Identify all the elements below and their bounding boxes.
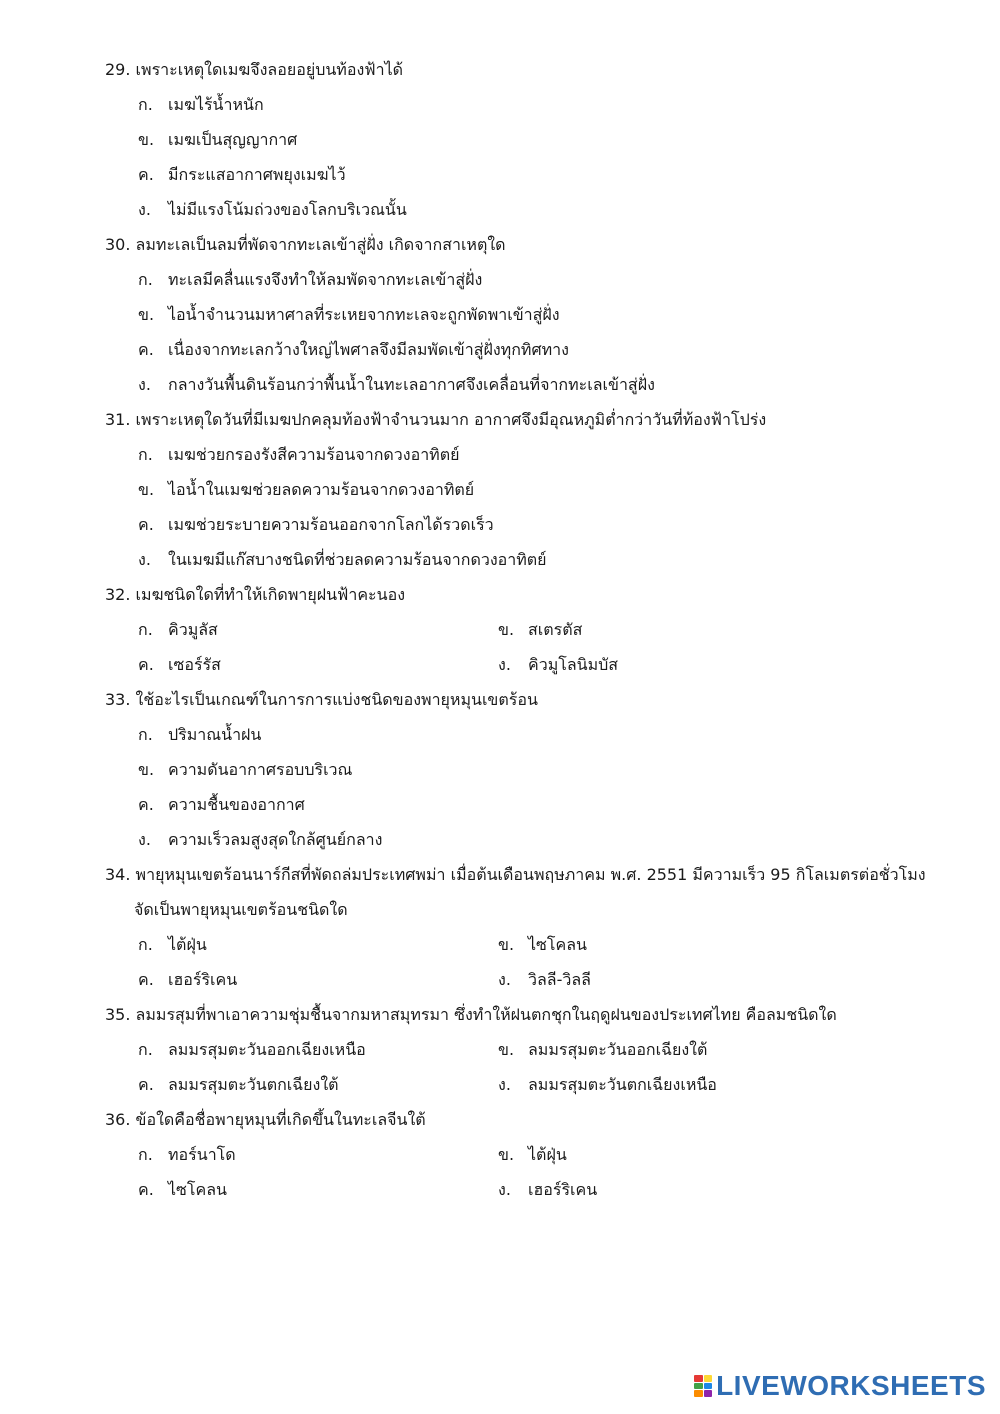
option-text: ลมมรสุมตะวันออกเฉียงเหนือ bbox=[168, 1040, 366, 1059]
option-text: เซอร์รัส bbox=[168, 655, 221, 674]
question-text: ใช้อะไรเป็นเกณฑ์ในการการแบ่งชนิดของพายุหมุนเขตร้อน bbox=[135, 690, 538, 709]
question-number: 35. bbox=[105, 1005, 131, 1024]
option-key: ค. bbox=[138, 970, 154, 989]
question bbox=[0, 577, 1000, 682]
logo-block bbox=[704, 1383, 713, 1390]
logo-mark-icon bbox=[694, 1375, 712, 1397]
logo-block bbox=[694, 1375, 703, 1382]
logo-block bbox=[694, 1390, 703, 1397]
option-text: เมฆเป็นสุญญากาศ bbox=[168, 130, 298, 149]
option-key: ง. bbox=[498, 1075, 511, 1094]
option-key: ก. bbox=[138, 1040, 153, 1059]
option-text: ไซโคลน bbox=[168, 1180, 227, 1199]
option-key: ง. bbox=[138, 200, 151, 219]
option-text: มีกระแสอากาศพยุงเมฆไว้ bbox=[168, 165, 346, 184]
option-text: ในเมฆมีแก๊สบางชนิดที่ช่วยลดความร้อนจากดวงอาทิตย์ bbox=[168, 550, 547, 569]
answer-option[interactable] bbox=[0, 437, 1000, 472]
question-number: 36. bbox=[105, 1110, 131, 1129]
question-stem bbox=[0, 682, 1000, 717]
option-text: เมฆไร้น้ำหนัก bbox=[168, 95, 264, 114]
answer-option[interactable] bbox=[498, 1032, 858, 1067]
option-text: ลมมรสุมตะวันตกเฉียงเหนือ bbox=[528, 1075, 717, 1094]
answer-option[interactable] bbox=[0, 507, 1000, 542]
question bbox=[0, 857, 1000, 997]
option-key: ค. bbox=[138, 795, 154, 814]
option-text: เมฆช่วยระบายความร้อนออกจากโลกได้รวดเร็ว bbox=[168, 515, 494, 534]
option-key: ง. bbox=[498, 655, 511, 674]
question-number: 31. bbox=[105, 410, 131, 429]
question-stem bbox=[0, 1102, 1000, 1137]
answer-option[interactable] bbox=[138, 962, 498, 997]
option-key: ก. bbox=[138, 445, 153, 464]
answer-option[interactable] bbox=[0, 472, 1000, 507]
option-text: เฮอร์ริเคน bbox=[528, 1180, 598, 1199]
option-key: ข. bbox=[138, 760, 155, 779]
option-text: ไต้ฝุ่น bbox=[528, 1145, 567, 1164]
option-text: ไอน้ำในเมฆช่วยลดความร้อนจากดวงอาทิตย์ bbox=[168, 480, 475, 499]
option-key: ก. bbox=[138, 620, 153, 639]
answer-option[interactable] bbox=[138, 612, 498, 647]
option-key: ข. bbox=[138, 130, 155, 149]
option-key: ค. bbox=[138, 165, 154, 184]
option-key: ค. bbox=[138, 655, 154, 674]
question-stem bbox=[0, 577, 1000, 612]
answer-option[interactable] bbox=[498, 1172, 858, 1207]
answer-option[interactable] bbox=[0, 822, 1000, 857]
option-text: สเตรตัส bbox=[528, 620, 583, 639]
option-key: ข. bbox=[498, 620, 515, 639]
option-key: ง. bbox=[498, 1180, 511, 1199]
question-stem bbox=[0, 402, 1000, 437]
answer-option[interactable] bbox=[138, 927, 498, 962]
option-text: ความเร็วลมสูงสุดใกล้ศูนย์กลาง bbox=[168, 830, 383, 849]
question-text: เพราะเหตุใดวันที่มีเมฆปกคลุมท้องฟ้าจำนวนมาก อากาศจึงมีอุณหภูมิต่ำกว่าวันที่ท้องฟ้าโปร่ง bbox=[135, 410, 767, 429]
option-text: ไม่มีแรงโน้มถ่วงของโลกบริเวณนั้น bbox=[168, 200, 407, 219]
option-key: ง. bbox=[138, 550, 151, 569]
answer-option[interactable] bbox=[498, 962, 858, 997]
question-text-continued: จัดเป็นพายุหมุนเขตร้อนชนิดใด bbox=[134, 900, 348, 919]
question-text: เพราะเหตุใดเมฆจึงลอยอยู่บนท้องฟ้าได้ bbox=[135, 60, 404, 79]
answer-option[interactable] bbox=[498, 1067, 858, 1102]
answer-option[interactable] bbox=[0, 192, 1000, 227]
answer-option[interactable] bbox=[0, 157, 1000, 192]
logo-block bbox=[704, 1375, 713, 1382]
answer-option[interactable] bbox=[0, 122, 1000, 157]
answer-option[interactable] bbox=[138, 1032, 498, 1067]
option-key: ค. bbox=[138, 1075, 154, 1094]
answer-option[interactable] bbox=[138, 1137, 498, 1172]
logo-block bbox=[704, 1390, 713, 1397]
logo-text: LIVEWORKSHEETS bbox=[716, 1370, 986, 1401]
option-text: วิลลี-วิลลี bbox=[528, 970, 591, 989]
question-number: 33. bbox=[105, 690, 131, 709]
option-text: กลางวันพื้นดินร้อนกว่าพื้นน้ำในทะเลอากาศจึงเคลื่อนที่จากทะเลเข้าสู่ฝั่ง bbox=[168, 375, 655, 394]
option-key: ค. bbox=[138, 340, 154, 359]
option-key: ก. bbox=[138, 1145, 153, 1164]
option-key: ง. bbox=[138, 375, 151, 394]
question-stem bbox=[0, 227, 1000, 262]
answer-option[interactable] bbox=[498, 1137, 858, 1172]
option-key: ก. bbox=[138, 95, 153, 114]
liveworksheets-logo bbox=[694, 1370, 986, 1402]
question bbox=[0, 682, 1000, 857]
question-stem bbox=[0, 997, 1000, 1032]
option-key: ก. bbox=[138, 725, 153, 744]
option-text: คิวมูลัส bbox=[168, 620, 218, 639]
option-text: เฮอร์ริเคน bbox=[168, 970, 238, 989]
option-key: ง. bbox=[138, 830, 151, 849]
answer-option[interactable] bbox=[138, 647, 498, 682]
answer-option[interactable] bbox=[498, 612, 858, 647]
option-key: ง. bbox=[498, 970, 511, 989]
question-stem bbox=[0, 52, 1000, 87]
answer-option[interactable] bbox=[498, 927, 858, 962]
option-text: ความดันอากาศรอบบริเวณ bbox=[168, 760, 353, 779]
option-key: ข. bbox=[498, 935, 515, 954]
option-text: ทอร์นาโด bbox=[168, 1145, 236, 1164]
question-number: 32. bbox=[105, 585, 131, 604]
question-number: 34. bbox=[105, 865, 131, 884]
answer-option[interactable] bbox=[0, 297, 1000, 332]
option-key: ก. bbox=[138, 935, 153, 954]
question bbox=[0, 1102, 1000, 1207]
option-text: ไอน้ำจำนวนมหาศาลที่ระเหยจากทะเลจะถูกพัดพาเข้าสู่ฝั่ง bbox=[168, 305, 560, 324]
options-grid bbox=[0, 927, 1000, 997]
question-text: ลมทะเลเป็นลมที่พัดจากทะเลเข้าสู่ฝั่ง เกิดจากสาเหตุใด bbox=[135, 235, 506, 254]
question bbox=[0, 52, 1000, 227]
answer-option[interactable] bbox=[0, 752, 1000, 787]
question-text: ลมมรสุมที่พาเอาความชุ่มชื้นจากมหาสมุทรมา ซึ่งทำให้ฝนตกชุกในฤดูฝนของประเทศไทย คือลมชนิดใด bbox=[135, 1005, 837, 1024]
option-text: ไซโคลน bbox=[528, 935, 587, 954]
option-text: ปริมาณน้ำฝน bbox=[168, 725, 262, 744]
logo-block bbox=[694, 1383, 703, 1390]
question-text: เมฆชนิดใดที่ทำให้เกิดพายุฝนฟ้าคะนอง bbox=[135, 585, 405, 604]
option-key: ข. bbox=[138, 305, 155, 324]
answer-option[interactable] bbox=[498, 647, 858, 682]
question-stem bbox=[0, 857, 1000, 892]
options-grid bbox=[0, 612, 1000, 682]
option-text: ลมมรสุมตะวันออกเฉียงใต้ bbox=[528, 1040, 708, 1059]
option-text: เมฆช่วยกรองรังสีความร้อนจากดวงอาทิตย์ bbox=[168, 445, 460, 464]
answer-option[interactable] bbox=[138, 1172, 498, 1207]
option-key: ข. bbox=[498, 1040, 515, 1059]
option-key: ค. bbox=[138, 515, 154, 534]
option-text: เนื่องจากทะเลกว้างใหญ่ไพศาลจึงมีลมพัดเข้าสู่ฝั่งทุกทิศทาง bbox=[168, 340, 569, 359]
option-text: ความชื้นของอากาศ bbox=[168, 795, 305, 814]
question-text: ข้อใดคือชื่อพายุหมุนที่เกิดขึ้นในทะเลจีนใต้ bbox=[135, 1110, 426, 1129]
answer-option[interactable] bbox=[0, 367, 1000, 402]
option-text: ทะเลมีคลื่นแรงจึงทำให้ลมพัดจากทะเลเข้าสู่ฝั่ง bbox=[168, 270, 483, 289]
option-key: ก. bbox=[138, 270, 153, 289]
question-number: 30. bbox=[105, 235, 131, 254]
worksheet-page bbox=[0, 52, 1000, 1207]
answer-option[interactable] bbox=[0, 87, 1000, 122]
options-grid bbox=[0, 1137, 1000, 1207]
option-text: ลมมรสุมตะวันตกเฉียงใต้ bbox=[168, 1075, 339, 1094]
option-key: ข. bbox=[138, 480, 155, 499]
question-number: 29. bbox=[105, 60, 131, 79]
option-key: ค. bbox=[138, 1180, 154, 1199]
question-text: พายุหมุนเขตร้อนนาร์กีสที่พัดถล่มประเทศพม่า เมื่อต้นเดือนพฤษภาคม พ.ศ. 2551 มีความเร็ว 95 กิโลเมตรต่อชั่วโมง bbox=[135, 865, 926, 884]
answer-option[interactable] bbox=[138, 1067, 498, 1102]
option-key: ข. bbox=[498, 1145, 515, 1164]
answer-option[interactable] bbox=[0, 542, 1000, 577]
question bbox=[0, 402, 1000, 577]
answer-option[interactable] bbox=[0, 262, 1000, 297]
answer-option[interactable] bbox=[0, 332, 1000, 367]
option-text: คิวมูโลนิมบัส bbox=[528, 655, 619, 674]
answer-option[interactable] bbox=[0, 717, 1000, 752]
answer-option[interactable] bbox=[0, 787, 1000, 822]
question bbox=[0, 227, 1000, 402]
option-text: ไต้ฝุ่น bbox=[168, 935, 207, 954]
question bbox=[0, 997, 1000, 1102]
options-grid bbox=[0, 1032, 1000, 1102]
